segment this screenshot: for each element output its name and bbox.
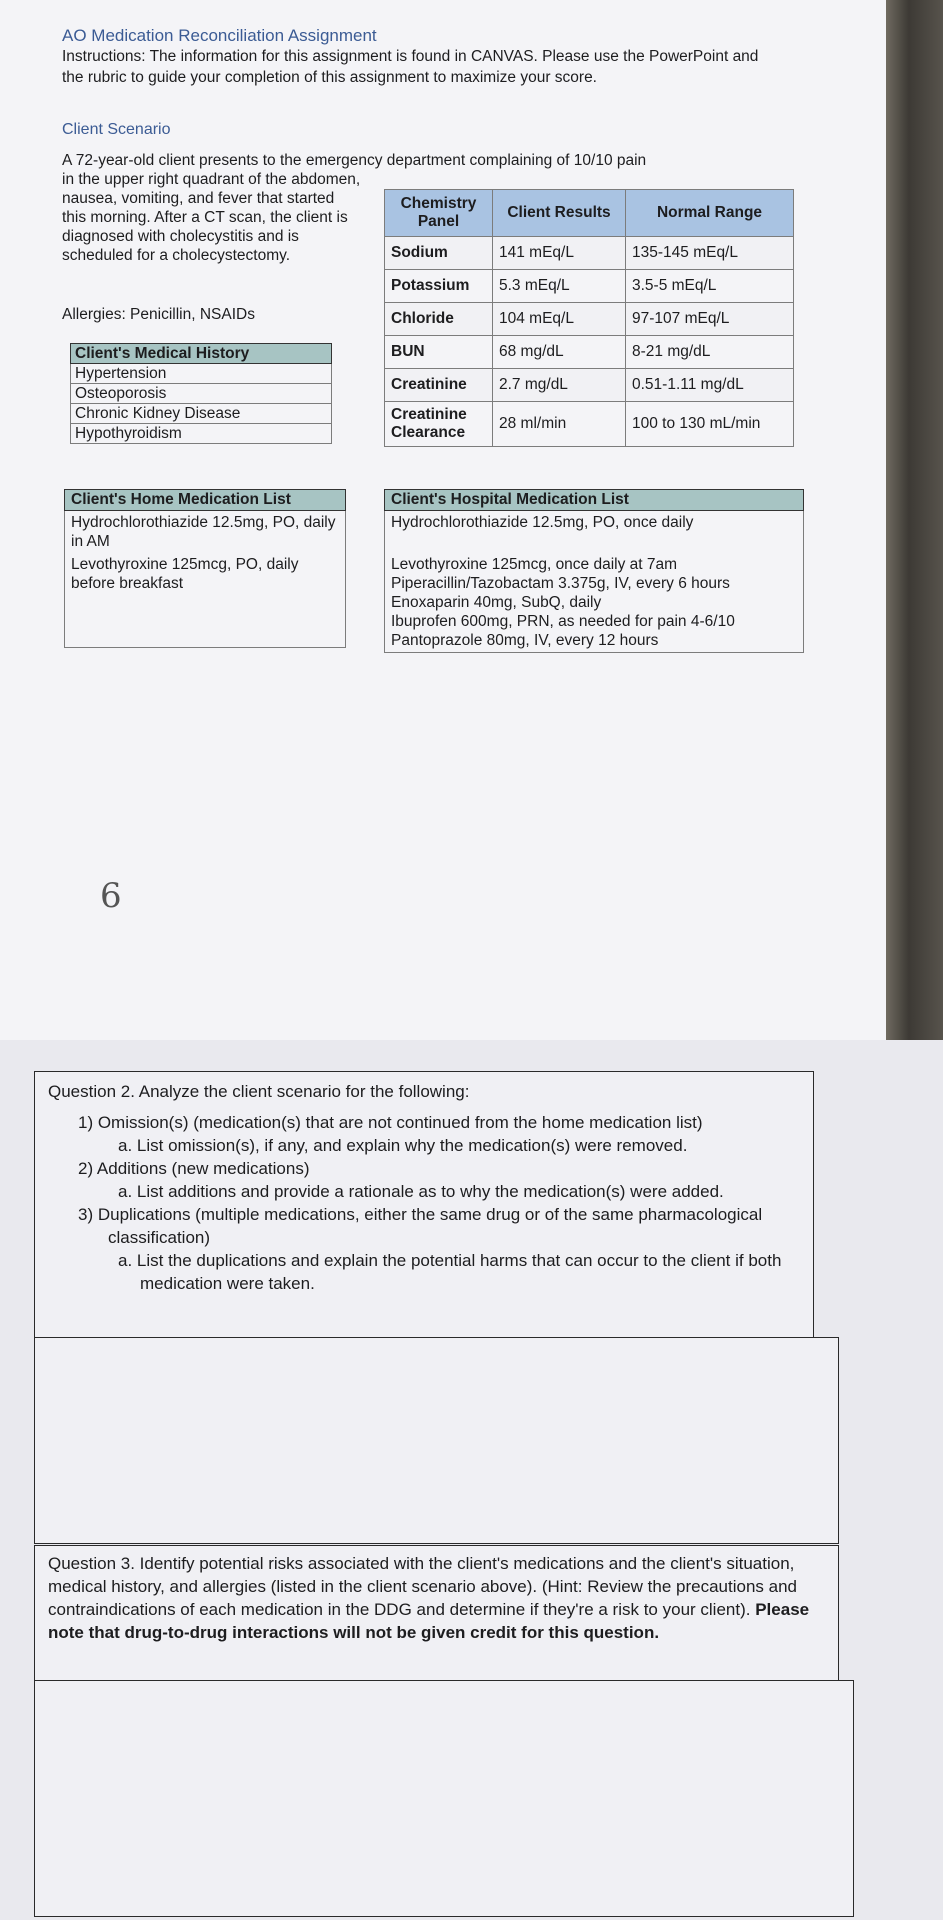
scenario-heading: Client Scenario (62, 121, 171, 138)
question2-answer-box[interactable] (34, 1337, 839, 1544)
medical-history-table (70, 343, 332, 444)
chem-range: 97-107 mEq/L (626, 303, 794, 336)
home-med-item: Hydrochlorothiazide 12.5mg, PO, daily in AM (71, 514, 336, 550)
chem-test: Chloride (385, 303, 493, 336)
home-med-item: Levothyroxine 125mcg, PO, daily before breakfast (71, 556, 299, 592)
question2-subitem: a. List omission(s), if any, and explain why the medication(s) were removed. (118, 1136, 688, 1155)
chem-col-header: Client Results (493, 190, 626, 237)
question3-answer-box[interactable] (34, 1680, 854, 1917)
instructions: Instructions: The information for this assignment is found in CANVAS. Please use the PowerPoint and the rubric to guide your completion of this assignment to maximize your score. (62, 48, 759, 86)
chem-result: 2.7 mg/dL (493, 369, 626, 402)
hospital-med-item: Piperacillin/Tazobactam 3.375g, IV, every 6 hours (391, 575, 730, 592)
chem-result: 104 mEq/L (493, 303, 626, 336)
history-item: Osteoporosis (71, 384, 332, 404)
medical-history-header: Client's Medical History (71, 344, 332, 364)
question2-item: 3) Duplications (multiple medications, either the same drug or of the same pharmacological classification) (78, 1205, 763, 1247)
chem-test: Creatinine Clearance (385, 402, 493, 447)
hospital-med-item: Ibuprofen 600mg, PRN, as needed for pain 4-6/10 (391, 613, 735, 630)
chem-test: BUN (385, 336, 493, 369)
hospital-med-item: Enoxaparin 40mg, SubQ, daily (391, 594, 602, 611)
history-item: Hypertension (71, 364, 332, 384)
chem-col-header: Chemistry Panel (385, 190, 493, 237)
chemistry-panel-table (384, 189, 794, 447)
chem-range: 135-145 mEq/L (626, 237, 794, 270)
history-item: Hypothyroidism (71, 424, 332, 444)
hospital-med-header: Client's Hospital Medication List (385, 490, 804, 511)
chem-range: 100 to 130 mL/min (626, 402, 794, 447)
chem-test: Creatinine (385, 369, 493, 402)
hospital-medication-table (384, 489, 804, 653)
question2-item: 2) Additions (new medications) (78, 1159, 310, 1178)
desk-edge (886, 0, 943, 1060)
home-med-header: Client's Home Medication List (65, 490, 346, 511)
chem-test: Sodium (385, 237, 493, 270)
question3-text (48, 1552, 838, 1644)
chem-range: 8-21 mg/dL (626, 336, 794, 369)
question2-text (48, 1080, 828, 1295)
question3-note: Please note that drug-to-drug interactions will not be given credit for this question. (48, 1600, 810, 1642)
home-medication-table (64, 489, 346, 648)
handwritten-mark: 6 (100, 876, 122, 916)
assignment-title: AO Medication Reconciliation Assignment (62, 26, 377, 45)
hospital-med-item: Levothyroxine 125mcg, once daily at 7am (391, 556, 678, 573)
history-item: Chronic Kidney Disease (71, 404, 332, 424)
chem-result: 28 ml/min (493, 402, 626, 447)
chem-result: 141 mEq/L (493, 237, 626, 270)
question2-subitem: a. List additions and provide a rationale as to why the medication(s) were added. (118, 1182, 724, 1201)
hospital-med-item: Hydrochlorothiazide 12.5mg, PO, once daily (391, 514, 694, 531)
question2-title: Question 2. Analyze the client scenario for the following: (48, 1082, 470, 1101)
hospital-med-item: Pantoprazole 80mg, IV, every 12 hours (391, 632, 659, 649)
chem-result: 68 mg/dL (493, 336, 626, 369)
scenario-text-line1: A 72-year-old client presents to the emergency department complaining of 10/10 pain (62, 152, 647, 169)
chem-result: 5.3 mEq/L (493, 270, 626, 303)
question2-item: 1) Omission(s) (medication(s) that are not continued from the home medication list) (78, 1113, 703, 1132)
allergies: Allergies: Penicillin, NSAIDs (62, 306, 255, 323)
chem-range: 0.51-1.11 mg/dL (626, 369, 794, 402)
scenario-text: in the upper right quadrant of the abdomen, nausea, vomiting, and fever that started this morning. After a CT scan, the client is diagnosed with cholecystitis and is scheduled for a cholecystectomy. (62, 171, 361, 264)
chem-range: 3.5-5 mEq/L (626, 270, 794, 303)
question3-prompt: Question 3. Identify potential risks associated with the client's medications and the client's situation, medical history, and allergies (listed in the client scenario above). (Hint: Review the precautions and contraindications of each medication in the DDG and determine if they're a risk to your client). (48, 1554, 798, 1619)
chem-col-header: Normal Range (626, 190, 794, 237)
chem-test: Potassium (385, 270, 493, 303)
question2-subitem: a. List the duplications and explain the potential harms that can occur to the client if both medication were taken. (118, 1251, 782, 1293)
